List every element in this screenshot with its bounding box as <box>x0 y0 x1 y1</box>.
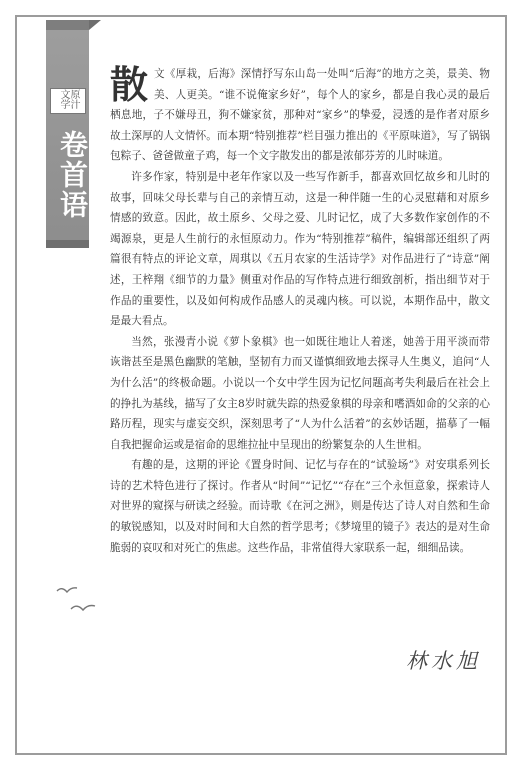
ribbon-fold <box>89 20 101 30</box>
paragraph-2: 许多作家，特别是中老年作家以及一些写作新手，都喜欢回忆故乡和儿时的故事，回味父母长辈与自己的亲情互动，这是一种伴随一生的心灵慰藉和对原乡情感的致意。因此，故土原乡、父母之爱、儿时记忆，成了大多数作家创作的不竭源泉，更是人生前行的永恒原动力。作为“特别推荐”稿件，编辑部还组织了两篇很有特点的评论文章，周琪以《五月农家的生活诗学》对作品进行了“诗意”阐述，王梓翔《细节的力量》侧重对作品的写作特点进行细致剖析，指出细节对于作品的重要性，以及如何构成作品感人的灵魂内核。可以说，本期作品中，散文是最大看点。 <box>110 170 490 328</box>
paragraph-3: 当然，张漫青小说《萝卜象棋》也一如既往地让人着迷，她善于用平淡而带诙谐甚至是黑色幽默的笔触，坚韧有力而又谨慎细致地去探寻人生奥义，追问“人为什么活”的终极命题。小说以一个女中学生因为记忆问题高考失利最后在社会上的挣扎为基线，描写了女主8岁时就失踪的热爱象棋的母亲和嗜酒如命的父亲的心路历程，现实与虚妄交织，深刻思考了“人为什么活着”的玄妙话题，描摹了一幅自我把握命运或是宿命的思维拉扯中呈现出的纷繁复杂的人生世相。 <box>110 335 490 451</box>
paragraph-1-text: 文《厚栽，后海》深情抒写东山岛一处叫“后海”的地方之美，景美、物美、人更美。“谁不说俺家乡好”，每个人的家乡，都是自我心灵的最后栖息地，子不嫌母丑，狗不嫌家贫，那种对“家乡”的挚爱，浸透的是作者对原乡故土深厚的人文情怀。而本期“特别推荐”栏目强力推出的《平原味道》，写了锅锅包粽子、爸爸做童子鸡，每一个文字散发出的都是浓郁芬芳的儿时味道。 <box>110 68 490 163</box>
bird-icon <box>56 584 78 596</box>
bird-icon-2 <box>70 601 96 614</box>
seal-stamp-text: 原汁文学 <box>58 89 79 109</box>
ribbon-top-band <box>46 20 89 30</box>
column-title: 卷首语 <box>56 130 89 220</box>
paragraph-4: 有趣的是，这期的评论《置身时间、记忆与存在的“试验场”》对安琪系列长诗的艺术特色进行了探讨。作者从“时间”“记忆”“存在”三个永恒意象，探索诗人对世界的窥探与研读之经验。而诗歌《在河之洲》，则是传达了诗人对自然和生命的敏锐感知，以及对时间和大自然的哲学思考；《梦境里的镜子》表达的是对生命脆弱的哀叹和对死亡的焦虑。这些作品，非常值得大家联系一起，细细品读。 <box>110 459 490 554</box>
drop-cap: 散 <box>110 62 149 107</box>
paragraph-1 <box>110 64 490 167</box>
seal-stamp <box>50 88 86 114</box>
article-body <box>110 64 490 558</box>
author-signature: 林水旭 <box>406 649 481 673</box>
ribbon-bottom-bar <box>46 240 89 248</box>
